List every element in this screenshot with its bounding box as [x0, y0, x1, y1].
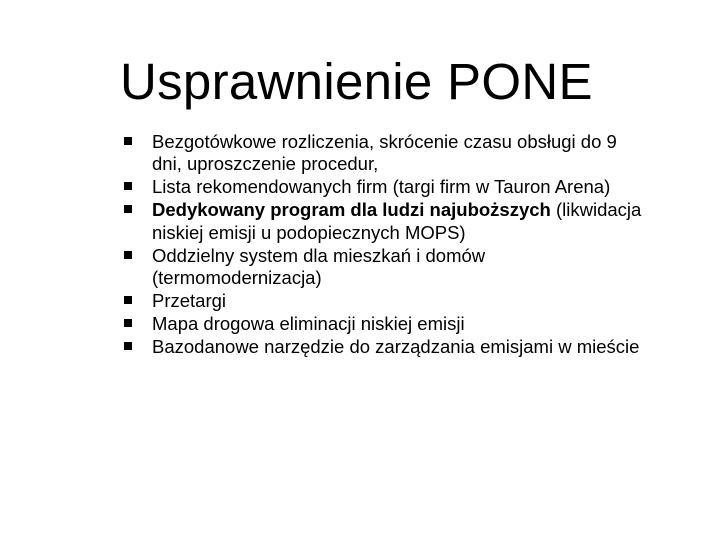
bullet-text: Oddzielny system dla mieszkań i domów (termomodernizacja)	[152, 244, 486, 289]
square-bullet-icon	[124, 251, 132, 259]
bullet-text: Przetargi	[152, 290, 227, 312]
bullet-item	[124, 245, 644, 290]
bullet-text: Bezgotówkowe rozliczenia, skrócenie czasu obsługi do 9 dni, uproszczenie procedur,	[152, 131, 617, 175]
square-bullet-icon	[124, 205, 132, 213]
bullet-item	[124, 131, 644, 176]
square-bullet-icon	[124, 342, 132, 350]
bullet-text: Lista rekomendowanych firm (targi firm w Tauron Arena)	[152, 176, 611, 198]
slide-title: Usprawnienie PONE	[120, 53, 593, 110]
bullet-item	[124, 199, 644, 244]
square-bullet-icon	[124, 319, 132, 327]
square-bullet-icon	[124, 296, 132, 304]
bullet-item	[124, 336, 644, 358]
bullet-item	[124, 313, 644, 335]
bullet-text: (likwidacja niskiej emisji u podopiecznych MOPS)	[152, 199, 642, 243]
bullet-text: Mapa drogowa eliminacji niskiej emisji	[152, 313, 465, 335]
bullet-item	[124, 176, 644, 198]
bullet-list	[124, 131, 644, 359]
square-bullet-icon	[124, 137, 132, 145]
square-bullet-icon	[124, 182, 132, 190]
bullet-item	[124, 290, 644, 312]
bullet-text: Bazodanowe narzędzie do zarządzania emisjami w mieście	[152, 336, 640, 358]
bullet-bold-text: Dedykowany program dla ludzi najuboższych	[152, 199, 551, 221]
